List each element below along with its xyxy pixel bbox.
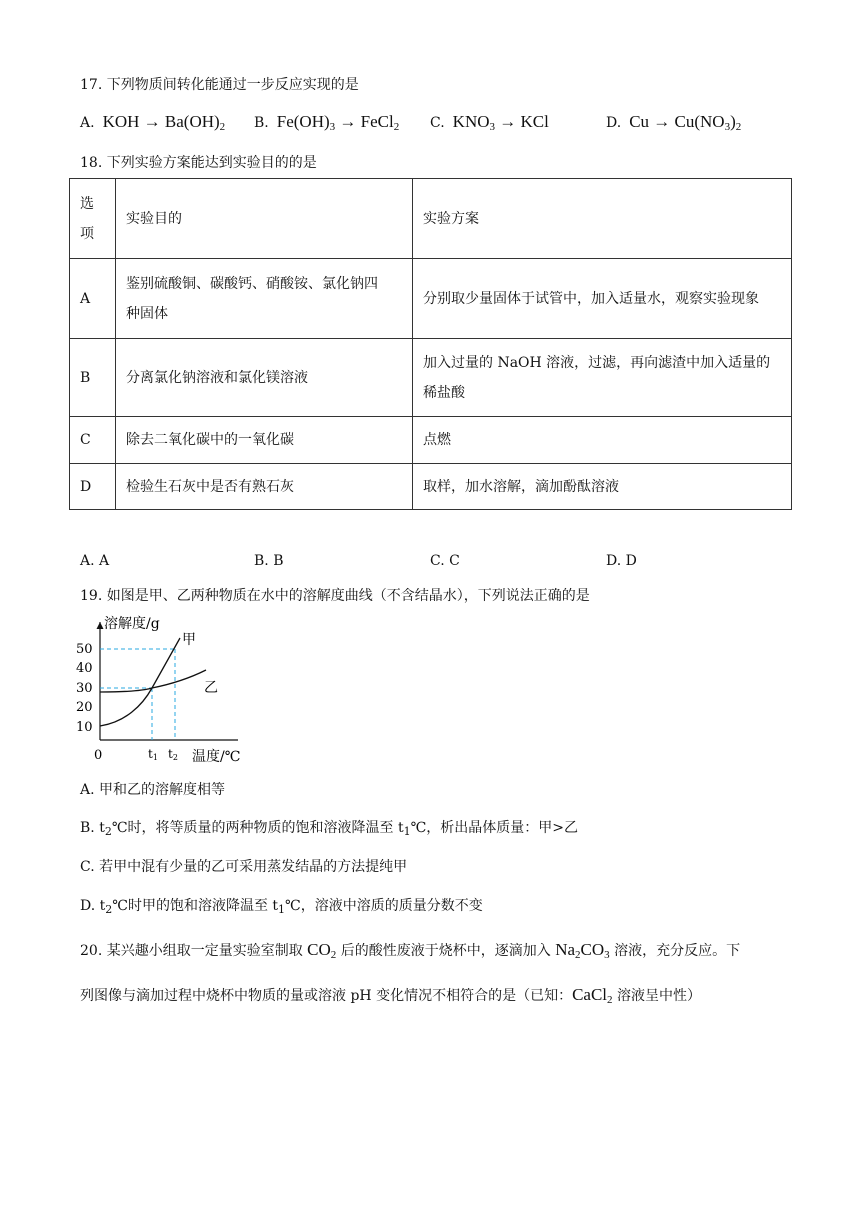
q17-option-d bbox=[606, 112, 741, 132]
q19-stem: 19. 如图是甲、乙两种物质在水中的溶解度曲线（不含结晶水），下列说法正确的是 bbox=[80, 588, 590, 604]
option-label: C. bbox=[430, 115, 445, 131]
table-row bbox=[70, 259, 792, 339]
header-goal: 实验目的 bbox=[116, 179, 413, 259]
series-label-yi: 乙 bbox=[204, 680, 218, 696]
row-goal: 鉴别硫酸铜、碳酸钙、硝酸铵、氯化钠四 种固体 bbox=[116, 259, 413, 339]
row-plan: 取样，加水溶解，滴加酚酞溶液 bbox=[413, 464, 792, 510]
q19-option-c bbox=[80, 856, 407, 876]
solubility-chart bbox=[70, 610, 260, 770]
row-goal: 除去二氧化碳中的一氧化碳 bbox=[116, 417, 413, 464]
row-goal: 检验生石灰中是否有熟石灰 bbox=[116, 464, 413, 510]
row-plan: 分别取少量固体于试管中，加入适量水，观察实验现象 bbox=[413, 259, 792, 339]
x-tick-t1: t1 bbox=[148, 747, 158, 762]
q17-option-c bbox=[430, 112, 549, 132]
q18-answer-b: B. B bbox=[254, 553, 284, 569]
row-plan: 加入过量的 NaOH 溶液，过滤，再向滤渣中加入适量的 稀盐酸 bbox=[413, 339, 792, 417]
option-label: B. bbox=[80, 820, 95, 836]
y-tick-10: 10 bbox=[76, 720, 93, 735]
table-header-row bbox=[70, 179, 792, 259]
option-text: 若甲中混有少量的乙可采用蒸发结晶的方法提纯甲 bbox=[99, 859, 408, 875]
q17-formula-b: $Fe(OH)_3$ → FeCl$_2$ bbox=[276, 112, 400, 133]
y-tick-30: 30 bbox=[76, 681, 93, 696]
origin-label: 0 bbox=[94, 748, 103, 763]
q18-stem: 18. 下列实验方案能达到实验目的的是 bbox=[80, 155, 317, 171]
experiment-table bbox=[69, 178, 792, 510]
y-tick-50: 50 bbox=[76, 642, 93, 657]
q17-option-a bbox=[80, 112, 225, 132]
y-axis-label: 溶解度/g bbox=[104, 616, 160, 632]
header-option: 选 项 bbox=[70, 179, 116, 259]
option-label: A. bbox=[80, 782, 95, 798]
y-tick-20: 20 bbox=[76, 700, 93, 715]
table-row bbox=[70, 417, 792, 464]
x-axis-label: 温度/℃ bbox=[192, 749, 241, 765]
row-goal: 分离氯化钠溶液和氯化镁溶液 bbox=[116, 339, 413, 417]
q18-answer-d: D. D bbox=[606, 553, 637, 569]
q18-answer-a: A. A bbox=[80, 553, 110, 569]
option-label: B. bbox=[254, 115, 269, 131]
x-tick-t2: t2 bbox=[168, 747, 178, 762]
q18-answer-c: C. C bbox=[430, 553, 460, 569]
curve-yi bbox=[100, 670, 206, 692]
option-label: D. bbox=[606, 115, 622, 131]
option-label: D. bbox=[80, 898, 96, 914]
q17-formula-a: KOH → $Ba(OH)_2$ bbox=[102, 112, 226, 133]
q20-stem-line1: 20. 某兴趣小组取一定量实验室制取 $CO_2$ 后的酸性废液于烧杯中，逐滴加入 $Na_2CO_3$ 溶液，充分反应。下 bbox=[80, 940, 741, 961]
curve-jia bbox=[100, 638, 180, 726]
table-row bbox=[70, 464, 792, 510]
q19-option-a bbox=[80, 779, 225, 799]
row-option: A bbox=[70, 259, 116, 339]
q17-stem: 17. 下列物质间转化能通过一步反应实现的是 bbox=[80, 77, 359, 93]
option-text: $t_2℃$时甲的饱和溶液降温至 $t_1℃$，溶液中溶质的质量分数不变 bbox=[99, 898, 483, 916]
row-option: B bbox=[70, 339, 116, 417]
y-tick-40: 40 bbox=[76, 661, 93, 676]
series-label-jia: 甲 bbox=[182, 632, 196, 648]
option-label: A. bbox=[80, 115, 95, 131]
row-plan: 点燃 bbox=[413, 417, 792, 464]
option-label: C. bbox=[80, 859, 95, 875]
option-text: $t_2℃$时，将等质量的两种物质的饱和溶液降温至 $t_1℃$，析出晶体质量：甲>乙 bbox=[99, 820, 578, 838]
option-text: 甲和乙的溶解度相等 bbox=[99, 782, 226, 798]
q19-option-b bbox=[80, 817, 578, 837]
q17-option-b bbox=[254, 112, 399, 132]
q17-formula-c: $KNO_3$ → KCl bbox=[452, 112, 549, 133]
table-row bbox=[70, 339, 792, 417]
q17-formula-d: $Cu \to Cu(NO_3)_2$ bbox=[629, 112, 742, 133]
row-option: C bbox=[70, 417, 116, 464]
header-plan: 实验方案 bbox=[413, 179, 792, 259]
q19-option-d bbox=[80, 895, 483, 915]
q20-stem-line2: 列图像与滴加过程中烧杯中物质的量或溶液 pH 变化情况不相符合的是（已知：CaCl$_2$ 溶液呈中性） bbox=[80, 985, 701, 1006]
row-option: D bbox=[70, 464, 116, 510]
